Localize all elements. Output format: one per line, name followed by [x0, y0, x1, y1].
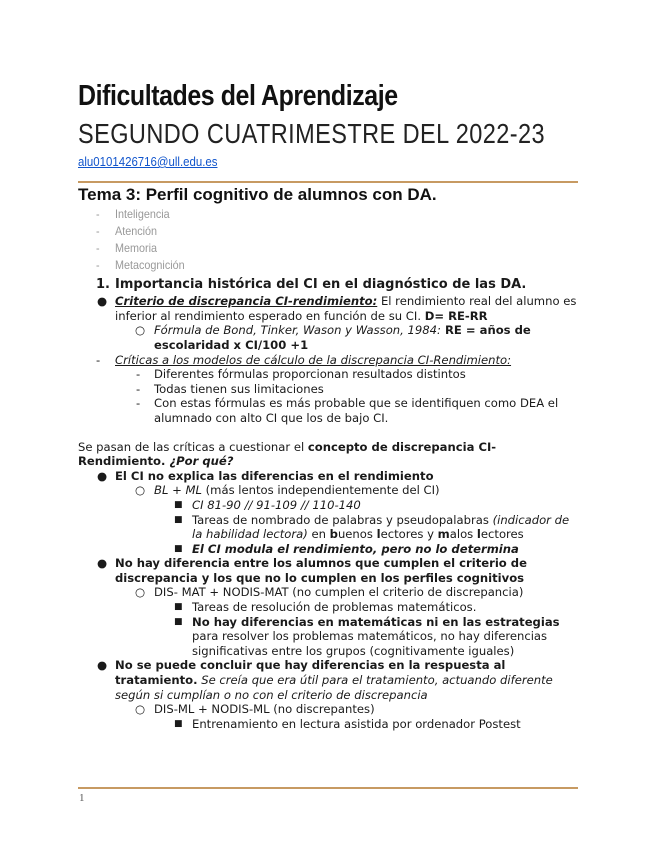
dash-marker: -	[96, 257, 100, 272]
square-marker: ■	[174, 718, 183, 729]
point-subsubitem: ■ CI 81-90 // 91-109 // 110-140	[174, 497, 361, 512]
bond-formula-item: ○ Fórmula de Bond, Tinker, Wason y Wasson, 1984: RE = años de escolaridad x CI/100 +1	[135, 323, 531, 352]
dash-marker: -	[96, 206, 100, 221]
point-item: ● El CI no explica las diferencias en el rendimiento	[97, 468, 434, 483]
bullet-marker: ●	[97, 556, 108, 571]
section-heading: 1. Importancia histórica del CI en el diagnóstico de las DA.	[96, 276, 527, 292]
point-subsubitem: ■ No hay diferencias en matemáticas ni en las estrategias para resolver los problemas matemáticos, no hay diferencias significativas entre los grupos (cognitivamente iguales)	[174, 614, 560, 658]
point-subsubitem: ■ Entrenamiento en lectura asistida por ordenador Postest	[174, 716, 521, 731]
dash-marker: -	[96, 352, 101, 367]
point-item: ● No se puede concluir que hay diferencias en la respuesta al tratamiento. Se creía que era útil para el tratamiento, actuando diferente según si cumplían o no con el criterio de discrepancia	[97, 658, 553, 702]
bullet-marker: ●	[97, 658, 108, 673]
point-subsubitem: ■ El CI modula el rendimiento, pero no lo determina	[174, 541, 519, 556]
intro-paragraph: Se pasan de las críticas a cuestionar el concepto de discrepancia CI-Rendimiento. ¿Por qué?	[78, 439, 497, 469]
point-subitem: ○ BL + ML (más lentos independientemente del CI)	[135, 483, 440, 498]
topic-item: - Inteligencia	[96, 206, 170, 221]
point-subsubitem: ■ Tareas de resolución de problemas matemáticos.	[174, 600, 477, 615]
topic-item: - Memoria	[96, 240, 158, 255]
topic-item: - Metacognición	[96, 257, 185, 272]
square-marker: ■	[174, 514, 183, 525]
square-marker: ■	[174, 543, 183, 554]
square-marker: ■	[174, 602, 183, 613]
tema-heading: Tema 3: Perfil cognitivo de alumnos con DA.	[78, 185, 437, 204]
circle-marker: ○	[135, 483, 146, 498]
point-subitem: ○ DIS-ML + NODIS-ML (no discrepantes)	[135, 702, 375, 717]
criticas-item: - Críticas a los modelos de cálculo de la discrepancia CI-Rendimiento:	[96, 352, 512, 367]
bullet-marker: ●	[97, 468, 108, 483]
author-email-link[interactable]: alu0101426716@ull.edu.es	[78, 154, 218, 169]
dash-marker: -	[96, 223, 100, 238]
document-title: Dificultades del Aprendizaje	[78, 80, 398, 112]
footer-divider	[78, 787, 578, 789]
circle-marker: ○	[135, 585, 146, 600]
circle-marker: ○	[135, 323, 146, 338]
square-marker: ■	[174, 499, 183, 510]
dash-marker: -	[136, 381, 141, 396]
topic-item: - Atención	[96, 223, 158, 238]
bullet-marker: ●	[97, 294, 108, 309]
critica-item: - Todas tienen sus limitaciones	[136, 381, 324, 396]
critica-item: - Diferentes fórmulas proporcionan resultados distintos	[136, 367, 466, 382]
page-number: 1	[79, 792, 85, 804]
point-subitem: ○ DIS- MAT + NODIS-MAT (no cumplen el criterio de discrepancia)	[135, 585, 524, 600]
point-item: ● No hay diferencia entre los alumnos que cumplen el criterio de discrepancia y los que no lo cumplen en los perfiles cognitivos	[97, 556, 527, 585]
square-marker: ■	[174, 616, 183, 627]
point-subsubitem: ■ Tareas de nombrado de palabras y pseudopalabras (indicador de la habilidad lectora) en buenos lectores y malos lectores	[174, 512, 570, 542]
dash-marker: -	[136, 367, 141, 382]
dash-marker: -	[136, 396, 141, 411]
dash-marker: -	[96, 240, 100, 255]
header-divider	[78, 181, 578, 183]
critica-item: - Con estas fórmulas es más probable que se identifiquen como DEA el alumnado con alto CI que los de bajo CI.	[136, 396, 559, 425]
criterio-item: ● Criterio de discrepancia CI-rendimiento: El rendimiento real del alumno es inferior al rendimiento esperado en función de su CI. D= RE-RR	[97, 294, 577, 323]
document-subtitle: SEGUNDO CUATRIMESTRE DEL 2022-23	[78, 118, 545, 149]
circle-marker: ○	[135, 702, 146, 717]
document-body	[78, 186, 583, 731]
topic-list	[78, 207, 583, 275]
